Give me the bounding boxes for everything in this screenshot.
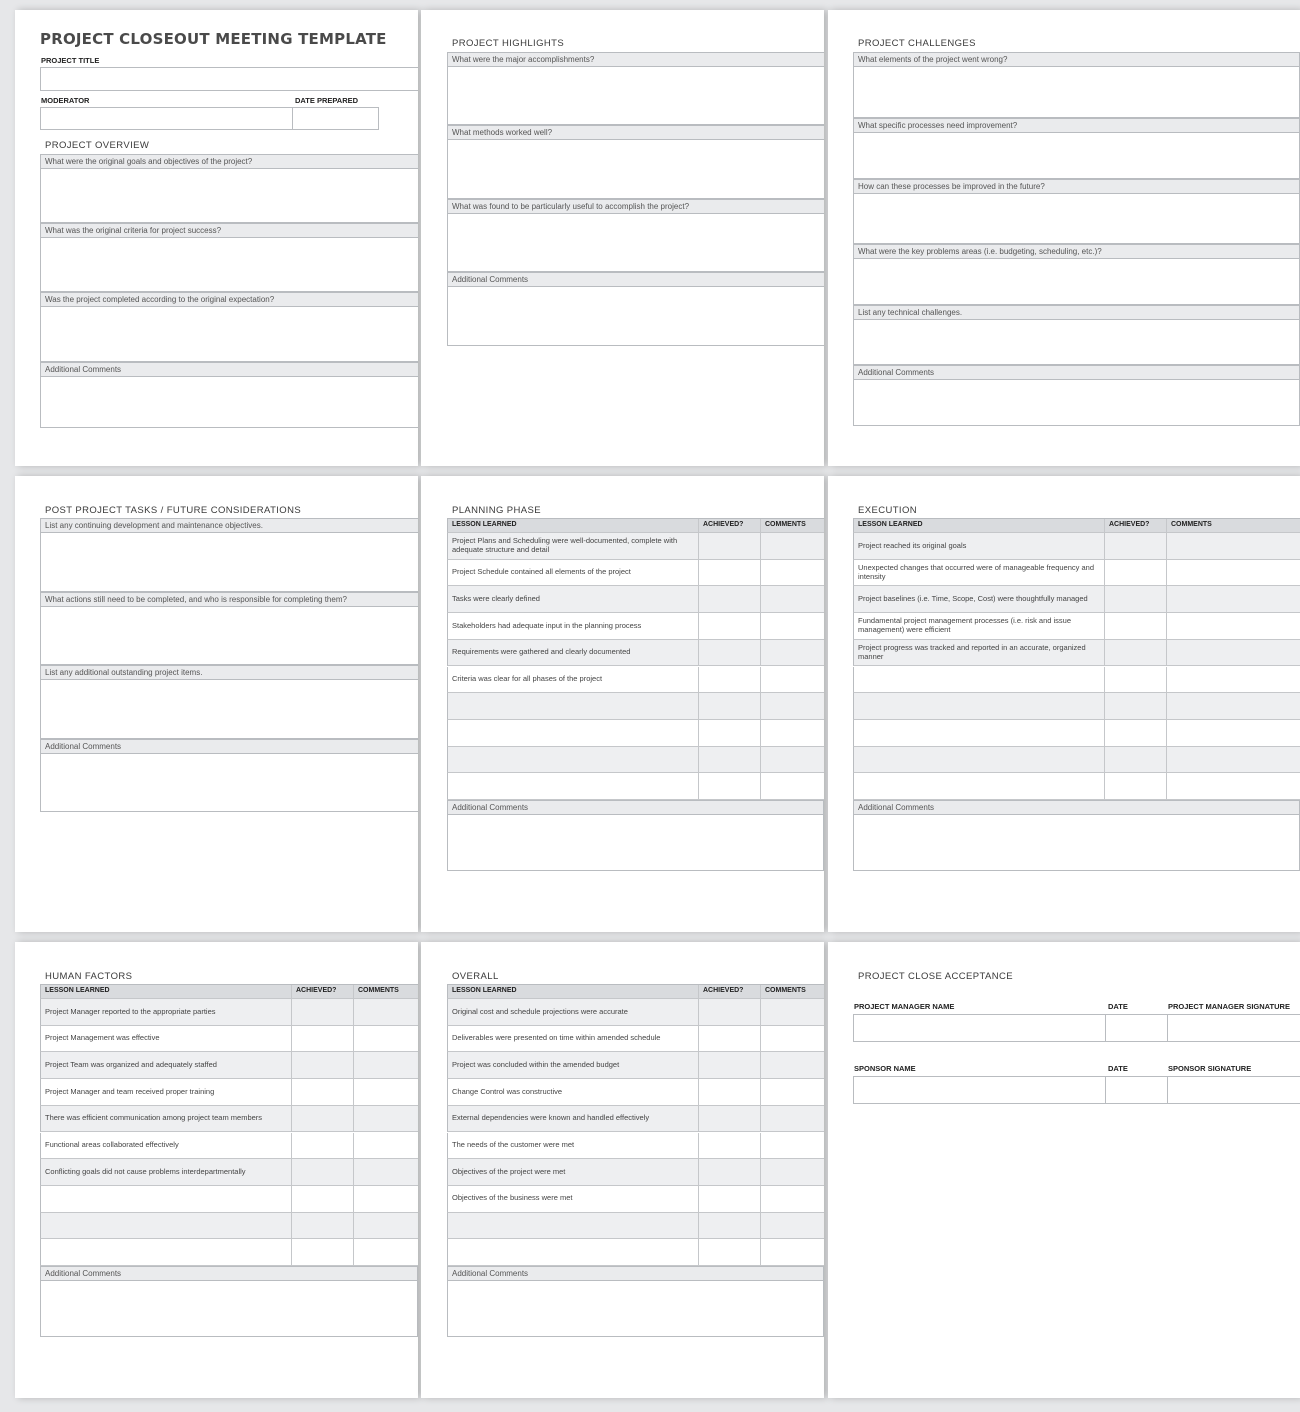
cell-achieved[interactable] bbox=[292, 1186, 354, 1212]
cell-lesson: Fundamental project management processes (i.e. risk and issue management) were efficient bbox=[854, 613, 1105, 639]
date-label: DATE bbox=[1108, 1002, 1128, 1011]
question-header: What were the major accomplishments? bbox=[447, 52, 824, 67]
table-row bbox=[853, 560, 1300, 587]
header-lesson: LESSON LEARNED bbox=[448, 985, 699, 998]
cell-achieved[interactable] bbox=[699, 1159, 761, 1185]
cell-achieved[interactable] bbox=[1105, 640, 1167, 666]
question-header: Was the project completed according to the original expectation? bbox=[40, 292, 418, 307]
table-row bbox=[447, 773, 824, 800]
cell-comments[interactable] bbox=[761, 1239, 824, 1265]
cell-achieved[interactable] bbox=[699, 693, 761, 719]
project-title-field[interactable] bbox=[40, 67, 418, 91]
cell-comments[interactable] bbox=[1167, 586, 1300, 612]
cell-comments[interactable] bbox=[354, 1026, 418, 1052]
cell-achieved[interactable] bbox=[292, 999, 354, 1025]
question-header: Additional Comments bbox=[40, 362, 418, 377]
answer-box[interactable] bbox=[853, 320, 1300, 365]
answer-box[interactable] bbox=[853, 380, 1300, 426]
cell-comments[interactable] bbox=[761, 613, 824, 639]
table-row bbox=[853, 640, 1300, 667]
pm-signature-field[interactable] bbox=[1167, 1014, 1300, 1042]
question-header: What was the original criteria for project success? bbox=[40, 223, 418, 238]
table-row bbox=[447, 720, 824, 747]
question-group bbox=[40, 518, 418, 814]
header-lesson: LESSON LEARNED bbox=[41, 985, 292, 998]
cell-lesson bbox=[448, 1239, 699, 1265]
question-group bbox=[40, 154, 418, 430]
project-title-label: PROJECT TITLE bbox=[41, 56, 100, 65]
answer-box[interactable] bbox=[853, 67, 1300, 118]
question-header: List any continuing development and maintenance objectives. bbox=[40, 518, 418, 533]
header-achieved: ACHIEVED? bbox=[699, 985, 761, 998]
table-row bbox=[447, 1159, 824, 1186]
header-comments: COMMENTS bbox=[1167, 519, 1300, 532]
cell-comments[interactable] bbox=[761, 586, 824, 612]
cell-achieved[interactable] bbox=[699, 1052, 761, 1078]
cell-comments[interactable] bbox=[354, 1213, 418, 1239]
cell-achieved[interactable] bbox=[292, 1133, 354, 1159]
cell-comments[interactable] bbox=[1167, 613, 1300, 639]
cell-achieved[interactable] bbox=[699, 613, 761, 639]
cell-lesson bbox=[448, 747, 699, 773]
section-title: EXECUTION bbox=[858, 505, 918, 516]
cell-lesson: External dependencies were known and handled effectively bbox=[448, 1106, 699, 1132]
cell-lesson: Unexpected changes that occurred were of manageable frequency and intensity bbox=[854, 560, 1105, 586]
cell-achieved[interactable] bbox=[292, 1159, 354, 1185]
table-row bbox=[447, 1052, 824, 1079]
cell-achieved[interactable] bbox=[1105, 667, 1167, 693]
cell-achieved[interactable] bbox=[699, 586, 761, 612]
cell-lesson: Objectives of the business were met bbox=[448, 1186, 699, 1212]
question-header: What methods worked well? bbox=[447, 125, 824, 140]
cell-achieved[interactable] bbox=[1105, 720, 1167, 746]
additional-comments-box[interactable] bbox=[853, 815, 1300, 871]
cell-comments[interactable] bbox=[761, 640, 824, 666]
question-header: How can these processes be improved in the future? bbox=[853, 179, 1300, 194]
cell-achieved[interactable] bbox=[699, 773, 761, 799]
cell-lesson: Requirements were gathered and clearly documented bbox=[448, 640, 699, 666]
cell-achieved[interactable] bbox=[699, 1239, 761, 1265]
table-row bbox=[447, 586, 824, 613]
cell-achieved[interactable] bbox=[292, 1239, 354, 1265]
answer-box[interactable] bbox=[40, 238, 418, 292]
cell-comments[interactable] bbox=[761, 560, 824, 586]
cell-achieved[interactable] bbox=[699, 1026, 761, 1052]
cell-achieved[interactable] bbox=[699, 1133, 761, 1159]
cell-lesson bbox=[854, 747, 1105, 773]
header-achieved: ACHIEVED? bbox=[699, 519, 761, 532]
question-header: What elements of the project went wrong? bbox=[853, 52, 1300, 67]
additional-comments-header: Additional Comments bbox=[853, 800, 1300, 815]
table-row bbox=[447, 640, 824, 667]
cell-achieved[interactable] bbox=[699, 747, 761, 773]
table-row bbox=[447, 747, 824, 774]
page-planning-phase bbox=[421, 476, 824, 932]
cell-lesson: Original cost and schedule projections were accurate bbox=[448, 999, 699, 1025]
moderator-label: MODERATOR bbox=[41, 96, 90, 105]
question-header: What were the key problems areas (i.e. budgeting, scheduling, etc.)? bbox=[853, 244, 1300, 259]
header-comments: COMMENTS bbox=[761, 519, 824, 532]
cell-lesson bbox=[854, 720, 1105, 746]
table-row bbox=[853, 586, 1300, 613]
table-row bbox=[40, 999, 418, 1026]
additional-comments-header: Additional Comments bbox=[447, 1266, 824, 1281]
cell-comments[interactable] bbox=[1167, 720, 1300, 746]
question-header: What was found to be particularly useful to accomplish the project? bbox=[447, 199, 824, 214]
document-title: PROJECT CLOSEOUT MEETING TEMPLATE bbox=[40, 30, 387, 48]
cell-lesson bbox=[854, 773, 1105, 799]
answer-box[interactable] bbox=[40, 607, 418, 665]
cell-lesson: Project Schedule contained all elements of the project bbox=[448, 560, 699, 586]
cell-lesson bbox=[448, 720, 699, 746]
cell-lesson: Project Team was organized and adequately staffed bbox=[41, 1052, 292, 1078]
cell-comments[interactable] bbox=[761, 1186, 824, 1212]
question-header: Additional Comments bbox=[447, 272, 824, 287]
cell-comments[interactable] bbox=[761, 693, 824, 719]
cell-lesson: Project baselines (i.e. Time, Scope, Cost) were thoughtfully managed bbox=[854, 586, 1105, 612]
date-prepared-label: DATE PREPARED bbox=[295, 96, 359, 105]
section-title: PLANNING PHASE bbox=[452, 505, 542, 516]
sponsor-signature-field[interactable] bbox=[1167, 1076, 1300, 1104]
cell-comments[interactable] bbox=[1167, 640, 1300, 666]
answer-box[interactable] bbox=[853, 194, 1300, 244]
question-group bbox=[853, 52, 1300, 427]
table-row bbox=[40, 1052, 418, 1079]
page-human-factors bbox=[15, 942, 418, 1398]
cell-achieved[interactable] bbox=[699, 560, 761, 586]
cell-comments[interactable] bbox=[761, 720, 824, 746]
cell-comments[interactable] bbox=[354, 1159, 418, 1185]
table-row bbox=[447, 999, 824, 1026]
pm-signature-label: PROJECT MANAGER SIGNATURE bbox=[1168, 1002, 1290, 1011]
header-lesson: LESSON LEARNED bbox=[448, 519, 699, 532]
cell-achieved[interactable] bbox=[699, 1106, 761, 1132]
header-achieved: ACHIEVED? bbox=[292, 985, 354, 998]
answer-box[interactable] bbox=[40, 169, 418, 223]
cell-comments[interactable] bbox=[354, 1186, 418, 1212]
page-project-challenges bbox=[828, 10, 1300, 466]
cell-achieved[interactable] bbox=[1105, 533, 1167, 559]
answer-box[interactable] bbox=[40, 680, 418, 739]
table-row bbox=[40, 1106, 418, 1133]
cell-comments[interactable] bbox=[761, 1213, 824, 1239]
cell-lesson bbox=[448, 773, 699, 799]
table-row bbox=[447, 533, 824, 560]
cell-achieved[interactable] bbox=[1105, 773, 1167, 799]
cell-lesson: Functional areas collaborated effectively bbox=[41, 1133, 292, 1159]
sponsor-name-field[interactable] bbox=[853, 1076, 1106, 1104]
table-row bbox=[447, 693, 824, 720]
cell-comments[interactable] bbox=[1167, 747, 1300, 773]
cell-lesson: Stakeholders had adequate input in the planning process bbox=[448, 613, 699, 639]
cell-achieved[interactable] bbox=[1105, 693, 1167, 719]
cell-comments[interactable] bbox=[761, 747, 824, 773]
table-row bbox=[40, 1159, 418, 1186]
table-row bbox=[40, 1213, 418, 1240]
table-row bbox=[853, 533, 1300, 560]
answer-box[interactable] bbox=[447, 67, 824, 125]
cell-achieved[interactable] bbox=[1105, 613, 1167, 639]
cell-comments[interactable] bbox=[761, 533, 824, 559]
table-row bbox=[447, 1026, 824, 1053]
table-row bbox=[853, 613, 1300, 640]
question-group bbox=[447, 52, 824, 348]
cell-comments[interactable] bbox=[1167, 693, 1300, 719]
table-row bbox=[447, 613, 824, 640]
answer-box[interactable] bbox=[447, 287, 824, 346]
table-row bbox=[853, 693, 1300, 720]
cell-lesson: Project was concluded within the amended budget bbox=[448, 1052, 699, 1078]
cell-comments[interactable] bbox=[761, 1133, 824, 1159]
cell-comments[interactable] bbox=[354, 1079, 418, 1105]
question-header: What specific processes need improvement? bbox=[853, 118, 1300, 133]
cell-lesson: Criteria was clear for all phases of the project bbox=[448, 667, 699, 693]
table-row bbox=[447, 667, 824, 694]
cell-comments[interactable] bbox=[761, 1052, 824, 1078]
cell-achieved[interactable] bbox=[1105, 586, 1167, 612]
cell-achieved[interactable] bbox=[699, 1213, 761, 1239]
table-header-row bbox=[447, 518, 824, 533]
cell-comments[interactable] bbox=[354, 1052, 418, 1078]
cell-lesson: Objectives of the project were met bbox=[448, 1159, 699, 1185]
pm-name-label: PROJECT MANAGER NAME bbox=[854, 1002, 955, 1011]
cell-lesson: Project progress was tracked and reported in an accurate, organized manner bbox=[854, 640, 1105, 666]
cell-lesson bbox=[854, 693, 1105, 719]
cell-lesson: Change Control was constructive bbox=[448, 1079, 699, 1105]
answer-box[interactable] bbox=[447, 140, 824, 199]
sponsor-signature-label: SPONSOR SIGNATURE bbox=[1168, 1064, 1252, 1073]
header-achieved: ACHIEVED? bbox=[1105, 519, 1167, 532]
additional-comments-header: Additional Comments bbox=[40, 1266, 418, 1281]
cell-comments[interactable] bbox=[354, 999, 418, 1025]
cell-lesson: Deliverables were presented on time within amended schedule bbox=[448, 1026, 699, 1052]
table-header-row bbox=[447, 984, 824, 999]
cell-lesson bbox=[41, 1239, 292, 1265]
section-title: OVERALL bbox=[452, 971, 499, 982]
table-row bbox=[447, 560, 824, 587]
cell-achieved[interactable] bbox=[292, 1052, 354, 1078]
question-header: What were the original goals and objectives of the project? bbox=[40, 154, 418, 169]
cell-achieved[interactable] bbox=[699, 1079, 761, 1105]
table-row bbox=[447, 1213, 824, 1240]
cell-comments[interactable] bbox=[761, 1026, 824, 1052]
cell-comments[interactable] bbox=[354, 1133, 418, 1159]
additional-comments-header: Additional Comments bbox=[447, 800, 824, 815]
cell-comments[interactable] bbox=[761, 1079, 824, 1105]
question-header: List any technical challenges. bbox=[853, 305, 1300, 320]
date-label: DATE bbox=[1108, 1064, 1128, 1073]
section-title: PROJECT CHALLENGES bbox=[858, 38, 976, 49]
table-row bbox=[40, 1079, 418, 1106]
answer-box[interactable] bbox=[40, 754, 418, 812]
table-header-row bbox=[853, 518, 1300, 533]
cell-achieved[interactable] bbox=[699, 720, 761, 746]
answer-box[interactable] bbox=[853, 259, 1300, 305]
cell-lesson: Project reached its original goals bbox=[854, 533, 1105, 559]
header-comments: COMMENTS bbox=[761, 985, 824, 998]
cell-achieved[interactable] bbox=[292, 1079, 354, 1105]
cell-comments[interactable] bbox=[1167, 533, 1300, 559]
cell-lesson bbox=[41, 1186, 292, 1212]
cell-achieved[interactable] bbox=[699, 667, 761, 693]
answer-box[interactable] bbox=[40, 307, 418, 362]
header-lesson: LESSON LEARNED bbox=[854, 519, 1105, 532]
cell-lesson: Tasks were clearly defined bbox=[448, 586, 699, 612]
cell-achieved[interactable] bbox=[292, 1026, 354, 1052]
cell-lesson: There was efficient communication among project team members bbox=[41, 1106, 292, 1132]
answer-box[interactable] bbox=[853, 133, 1300, 179]
header-comments: COMMENTS bbox=[354, 985, 418, 998]
sponsor-date-field[interactable] bbox=[1105, 1076, 1168, 1104]
answer-box[interactable] bbox=[40, 533, 418, 592]
page-project-highlights bbox=[421, 10, 824, 466]
table-row bbox=[40, 1186, 418, 1213]
cell-comments[interactable] bbox=[761, 999, 824, 1025]
answer-box[interactable] bbox=[447, 214, 824, 272]
cell-achieved[interactable] bbox=[1105, 560, 1167, 586]
cell-comments[interactable] bbox=[761, 1106, 824, 1132]
table-row bbox=[447, 1106, 824, 1133]
sponsor-name-label: SPONSOR NAME bbox=[854, 1064, 916, 1073]
moderator-field[interactable] bbox=[40, 107, 293, 130]
section-title: POST PROJECT TASKS / FUTURE CONSIDERATIONS bbox=[45, 505, 302, 516]
table-row bbox=[40, 1239, 418, 1266]
page-project-close-acceptance bbox=[828, 942, 1300, 1398]
cell-lesson: Project Management was effective bbox=[41, 1026, 292, 1052]
cell-lesson: Conflicting goals did not cause problems interdepartmentally bbox=[41, 1159, 292, 1185]
cell-achieved[interactable] bbox=[699, 533, 761, 559]
question-header: What actions still need to be completed, and who is responsible for completing them? bbox=[40, 592, 418, 607]
cell-lesson bbox=[41, 1213, 292, 1239]
table-row bbox=[447, 1186, 824, 1213]
question-header: Additional Comments bbox=[853, 365, 1300, 380]
pm-name-field[interactable] bbox=[853, 1014, 1106, 1042]
table-row bbox=[853, 773, 1300, 800]
page-post-project-tasks bbox=[15, 476, 418, 932]
table-row bbox=[853, 720, 1300, 747]
cell-achieved[interactable] bbox=[1105, 747, 1167, 773]
table-row bbox=[40, 1026, 418, 1053]
date-prepared-field[interactable] bbox=[292, 107, 379, 130]
cell-achieved[interactable] bbox=[292, 1106, 354, 1132]
cell-lesson bbox=[448, 1213, 699, 1239]
page-project-overview bbox=[15, 10, 418, 466]
cell-achieved[interactable] bbox=[699, 1186, 761, 1212]
cell-lesson: Project Plans and Scheduling were well-documented, complete with adequate structure and detail bbox=[448, 533, 699, 559]
cell-lesson: The needs of the customer were met bbox=[448, 1133, 699, 1159]
cell-lesson bbox=[448, 693, 699, 719]
page-overall bbox=[421, 942, 824, 1398]
cell-comments[interactable] bbox=[761, 773, 824, 799]
cell-achieved[interactable] bbox=[292, 1213, 354, 1239]
answer-box[interactable] bbox=[40, 377, 418, 428]
additional-comments-box[interactable] bbox=[447, 815, 824, 871]
section-title: PROJECT HIGHLIGHTS bbox=[452, 38, 565, 49]
section-title: HUMAN FACTORS bbox=[45, 971, 133, 982]
cell-comments[interactable] bbox=[761, 667, 824, 693]
cell-comments[interactable] bbox=[761, 1159, 824, 1185]
table-row bbox=[447, 1133, 824, 1160]
table-row bbox=[40, 1133, 418, 1160]
table-row bbox=[853, 667, 1300, 694]
additional-comments-box[interactable] bbox=[40, 1281, 418, 1337]
cell-comments[interactable] bbox=[354, 1239, 418, 1265]
table-row bbox=[447, 1239, 824, 1266]
table-row bbox=[447, 1079, 824, 1106]
cell-lesson: Project Manager reported to the appropriate parties bbox=[41, 999, 292, 1025]
section-title: PROJECT CLOSE ACCEPTANCE bbox=[858, 971, 1013, 982]
additional-comments-box[interactable] bbox=[447, 1281, 824, 1337]
question-header: Additional Comments bbox=[40, 739, 418, 754]
cell-comments[interactable] bbox=[354, 1106, 418, 1132]
cell-achieved[interactable] bbox=[699, 640, 761, 666]
cell-comments[interactable] bbox=[1167, 667, 1300, 693]
cell-comments[interactable] bbox=[1167, 773, 1300, 799]
table-header-row bbox=[40, 984, 418, 999]
cell-lesson bbox=[854, 667, 1105, 693]
pm-date-field[interactable] bbox=[1105, 1014, 1168, 1042]
table-row bbox=[853, 747, 1300, 774]
page-execution bbox=[828, 476, 1300, 932]
question-header: List any additional outstanding project items. bbox=[40, 665, 418, 680]
cell-comments[interactable] bbox=[1167, 560, 1300, 586]
cell-lesson: Project Manager and team received proper training bbox=[41, 1079, 292, 1105]
cell-achieved[interactable] bbox=[699, 999, 761, 1025]
section-title: PROJECT OVERVIEW bbox=[45, 140, 150, 151]
